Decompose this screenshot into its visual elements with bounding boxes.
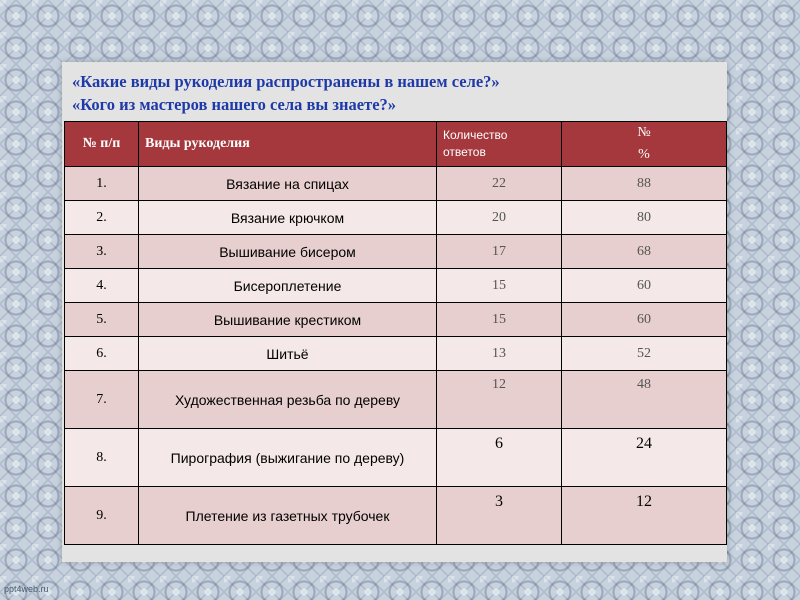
row-number: 3. xyxy=(65,235,139,269)
row-number: 7. xyxy=(65,371,139,429)
row-number: 4. xyxy=(65,269,139,303)
table-row xyxy=(65,337,727,371)
row-percent: 52 xyxy=(562,337,727,371)
row-count: 22 xyxy=(437,167,562,201)
row-percent: 60 xyxy=(562,303,727,337)
table-row xyxy=(65,429,727,487)
heading-question-2: «Кого из мастеров нашего села вы знаете?» xyxy=(72,95,397,114)
header-percent xyxy=(562,122,727,167)
row-craft: Плетение из газетных трубочек xyxy=(139,487,437,545)
row-percent: 12 xyxy=(562,487,727,545)
row-number: 9. xyxy=(65,487,139,545)
header-kind: Виды рукоделия xyxy=(139,122,437,167)
row-percent: 48 xyxy=(562,371,727,429)
row-number: 5. xyxy=(65,303,139,337)
table-row xyxy=(65,487,727,545)
table-header-row xyxy=(65,122,727,167)
row-craft: Бисероплетение xyxy=(139,269,437,303)
table-row xyxy=(65,167,727,201)
row-number: 2. xyxy=(65,201,139,235)
row-count: 20 xyxy=(437,201,562,235)
table-row xyxy=(65,269,727,303)
heading-question-1: «Какие виды рукоделия распространены в нашем селе?» xyxy=(72,72,500,91)
row-count: 3 xyxy=(437,487,562,545)
header-number: № п/п xyxy=(65,122,139,167)
table-row xyxy=(65,235,727,269)
row-craft: Пирография (выжигание по дереву) xyxy=(139,429,437,487)
row-percent: 88 xyxy=(562,167,727,201)
row-number: 6. xyxy=(65,337,139,371)
row-craft: Вязание крючком xyxy=(139,201,437,235)
source-watermark: ppt4web.ru xyxy=(4,584,49,594)
row-count: 15 xyxy=(437,269,562,303)
row-count: 6 xyxy=(437,429,562,487)
row-number: 1. xyxy=(65,167,139,201)
row-craft: Вышивание крестиком xyxy=(139,303,437,337)
row-percent: 80 xyxy=(562,201,727,235)
slide-heading xyxy=(72,70,722,116)
header-percent-line2: % xyxy=(638,147,650,162)
row-number: 8. xyxy=(65,429,139,487)
row-count: 12 xyxy=(437,371,562,429)
header-percent-line1: № xyxy=(637,125,651,140)
table-row xyxy=(65,303,727,337)
row-percent: 68 xyxy=(562,235,727,269)
survey-table xyxy=(64,121,727,545)
row-count: 15 xyxy=(437,303,562,337)
header-count xyxy=(437,122,562,167)
row-craft: Вязание на спицах xyxy=(139,167,437,201)
row-count: 13 xyxy=(437,337,562,371)
row-craft: Художественная резьба по дереву xyxy=(139,371,437,429)
row-craft: Шитьё xyxy=(139,337,437,371)
header-count-line2: ответов xyxy=(443,145,486,159)
table-row xyxy=(65,371,727,429)
row-craft: Вышивание бисером xyxy=(139,235,437,269)
row-count: 17 xyxy=(437,235,562,269)
row-percent: 24 xyxy=(562,429,727,487)
table-row xyxy=(65,201,727,235)
header-count-line1: Количество xyxy=(443,128,508,142)
row-percent: 60 xyxy=(562,269,727,303)
